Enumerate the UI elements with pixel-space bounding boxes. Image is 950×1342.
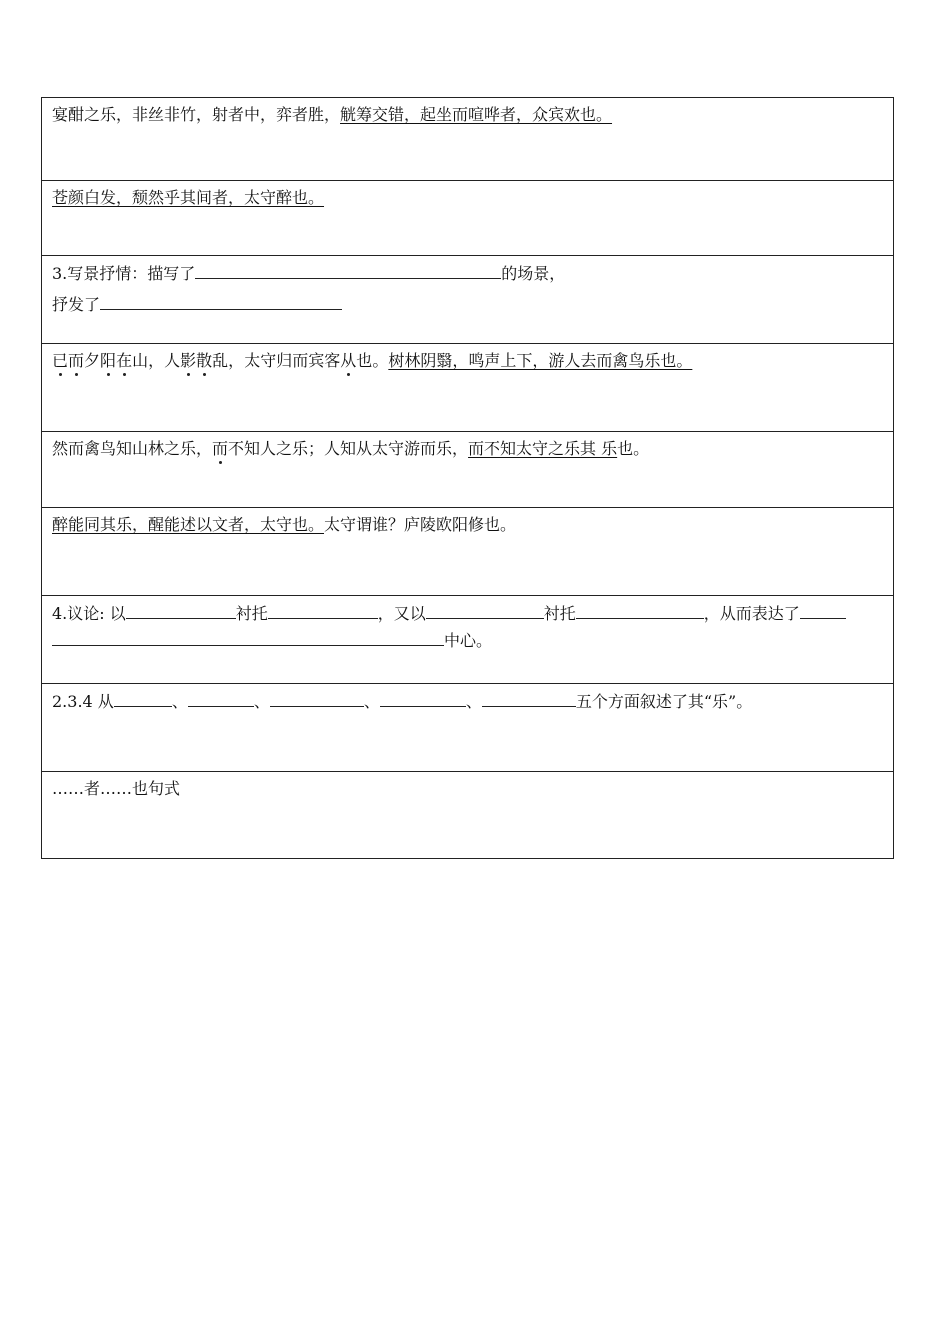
fill-blank[interactable] (52, 627, 444, 646)
text-prefix: 抒发了 (52, 295, 101, 314)
line-1 (52, 600, 883, 627)
text-char: 而 (68, 351, 85, 370)
fill-blank[interactable] (576, 600, 704, 619)
table-row (42, 181, 893, 256)
text-plain: ，从而表达了 (703, 604, 800, 623)
line-2 (52, 627, 883, 654)
table-row (42, 256, 893, 344)
separator: 、 (253, 692, 270, 711)
fill-blank[interactable] (482, 688, 576, 707)
fill-blank[interactable] (114, 688, 172, 707)
text-char: 散 (196, 351, 213, 370)
text-char: 。 (372, 351, 389, 370)
text-char: 太 (244, 351, 261, 370)
text-char: 在 (116, 351, 133, 370)
text-plain: ……者……也句式 (52, 779, 181, 798)
text-prefix: 3.写景抒情：描写了 (52, 264, 196, 283)
separator: 、 (363, 692, 380, 711)
text-char: 客 (324, 351, 341, 370)
table-row (42, 684, 893, 772)
text-suffix: 的场景， (501, 264, 566, 283)
text-char: 已 (52, 351, 69, 370)
fill-blank[interactable] (426, 600, 544, 619)
text-underlined: 醉能同其乐，醒能述以文者，太守也。 (52, 515, 325, 534)
line-1 (52, 260, 883, 287)
fill-blank[interactable] (800, 600, 846, 619)
text-plain: 太守谓谁？庐陵欧阳修也。 (324, 515, 517, 534)
table-row (42, 432, 893, 508)
text-char: 夕 (84, 351, 101, 370)
text-underlined: 觥筹交错，起坐而喧哗者，众宾欢也。 (340, 105, 613, 124)
separator: 、 (171, 692, 188, 711)
text-plain: 中心。 (444, 631, 493, 650)
text-plain: ，又以 (377, 604, 426, 623)
table-row (42, 344, 893, 432)
table-row (42, 596, 893, 684)
text-underlined: 树林阴翳，鸣声上下，游人去而禽鸟乐也。 (388, 351, 693, 370)
text-dotted-sentence (52, 351, 388, 370)
text-plain: 五个方面叙述了其“乐”。 (575, 692, 753, 711)
fill-blank[interactable] (270, 688, 364, 707)
text-plain: 也。 (617, 439, 650, 458)
text-plain: 不知人之乐；人知从太守游而乐， (228, 439, 469, 458)
text-char: 归 (276, 351, 293, 370)
fill-blank[interactable] (126, 600, 236, 619)
text-plain: 4.议论: 以 (52, 604, 126, 623)
text-plain: 然而禽鸟知山林之乐， (52, 439, 213, 458)
text-char: 乱 (212, 351, 229, 370)
text-char: 守 (260, 351, 277, 370)
text-char: 影 (180, 351, 197, 370)
text-plain: 2.3.4 从 (52, 692, 114, 711)
text-dotted-char: 而 (212, 439, 229, 458)
text-char: 阳 (100, 351, 117, 370)
text-char: 而 (292, 351, 309, 370)
text-plain: 衬托 (235, 604, 268, 623)
line-2 (52, 291, 883, 318)
fill-blank[interactable] (188, 688, 254, 707)
worksheet-table (41, 97, 894, 859)
text-char: 山 (132, 351, 149, 370)
text-char: ， (148, 351, 165, 370)
table-row (42, 772, 893, 858)
text-plain: 衬托 (543, 604, 576, 623)
table-row (42, 98, 893, 181)
separator: 、 (465, 692, 482, 711)
text-char: ， (228, 351, 245, 370)
text-char: 也 (356, 351, 373, 370)
fill-blank[interactable] (380, 688, 466, 707)
fill-blank[interactable] (100, 291, 342, 310)
text-char: 宾 (308, 351, 325, 370)
fill-blank[interactable] (268, 600, 378, 619)
text-char: 人 (164, 351, 181, 370)
text-plain: 宴酣之乐，非丝非竹，射者中，弈者胜， (52, 105, 341, 124)
text-char: 从 (340, 351, 357, 370)
text-underlined: 苍颜白发，颓然乎其间者，太守醉也。 (52, 188, 325, 207)
table-row (42, 508, 893, 596)
fill-blank[interactable] (195, 260, 501, 279)
text-underlined: 而不知太守之乐其 乐 (468, 439, 618, 458)
